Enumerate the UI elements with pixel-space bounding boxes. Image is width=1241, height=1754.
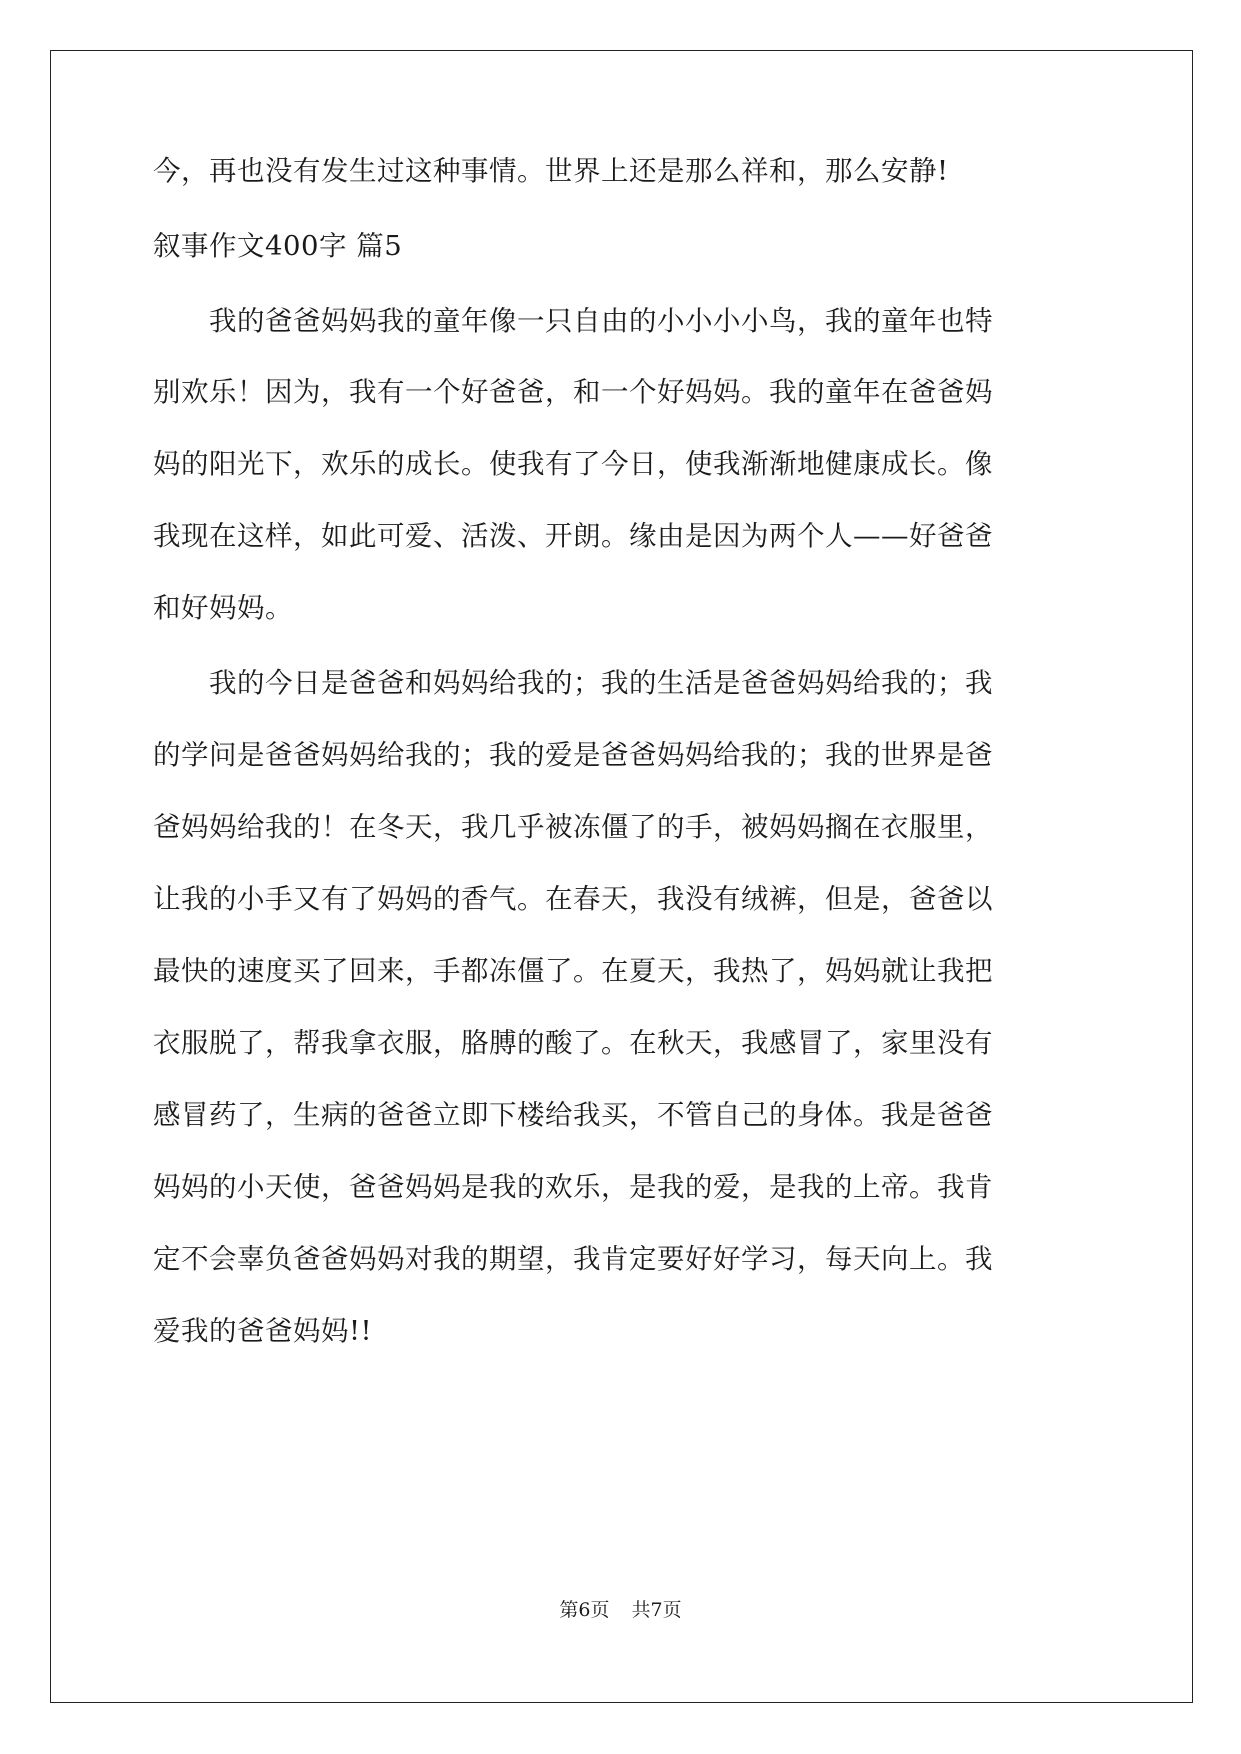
page-footer [0,1597,1241,1623]
text-line-12: 最快的速度买了回来，手都冻僵了。在夏天，我热了，妈妈就让我把 [153,955,993,987]
text-line-13: 衣服脱了，帮我拿衣服，胳膊的酸了。在秋天，我感冒了，家里没有 [153,1027,993,1059]
text-line-10: 爸妈妈给我的！在冬天，我几乎被冻僵了的手，被妈妈搁在衣服里， [153,811,993,843]
text-line-8: 我的今日是爸爸和妈妈给我的；我的生活是爸爸妈妈给我的；我 [153,667,993,699]
text-line-17: 爱我的爸爸妈妈!! [153,1315,373,1347]
page-number-total: 共7页 [631,1599,682,1621]
text-line-5: 妈的阳光下，欢乐的成长。使我有了今日，使我渐渐地健康成长。像 [153,448,993,480]
text-line-11: 让我的小手又有了妈妈的香气。在春天，我没有绒裤，但是，爸爸以 [153,883,993,915]
page-border [50,50,1193,1703]
text-line-1: 今，再也没有发生过这种事情。世界上还是那么祥和，那么安静! [153,155,949,187]
text-line-7: 和好妈妈。 [153,592,293,624]
page-number-current: 第6页 [559,1599,610,1621]
section-heading: 叙事作文400字 篇5 [153,230,403,262]
text-line-15: 妈妈的小天使，爸爸妈妈是我的欢乐，是我的爱，是我的上帝。我肯 [153,1171,993,1203]
text-line-6: 我现在这样，如此可爱、活泼、开朗。缘由是因为两个人——好爸爸 [153,520,993,552]
text-line-16: 定不会辜负爸爸妈妈对我的期望，我肯定要好好学习，每天向上。我 [153,1243,993,1275]
text-line-9: 的学问是爸爸妈妈给我的；我的爱是爸爸妈妈给我的；我的世界是爸 [153,739,993,771]
text-line-14: 感冒药了，生病的爸爸立即下楼给我买，不管自己的身体。我是爸爸 [153,1099,993,1131]
text-line-4: 别欢乐！因为，我有一个好爸爸，和一个好妈妈。我的童年在爸爸妈 [153,376,993,408]
text-line-3: 我的爸爸妈妈我的童年像一只自由的小小小小鸟，我的童年也特 [153,305,993,337]
